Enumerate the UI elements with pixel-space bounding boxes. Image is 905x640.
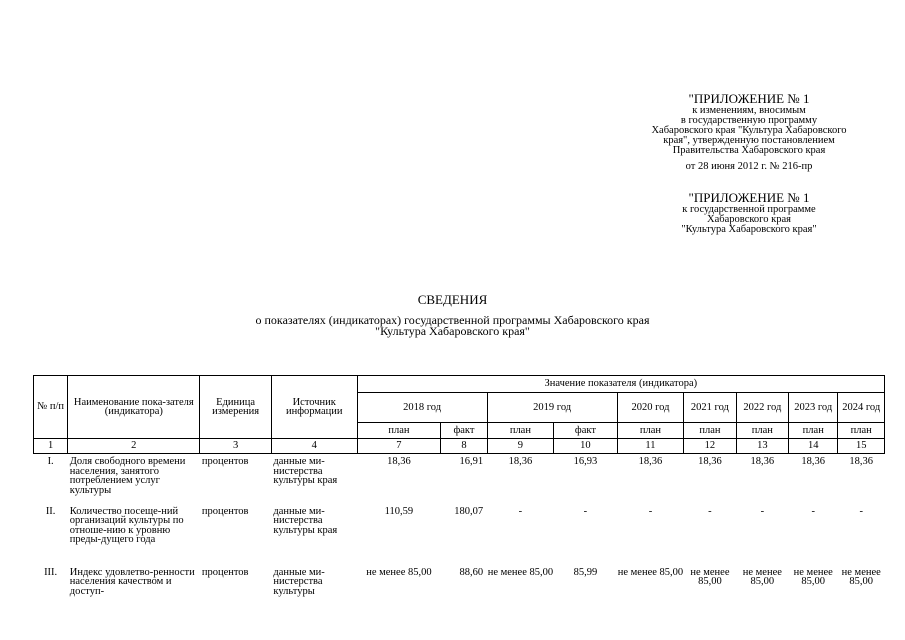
column-number: 11 (617, 439, 684, 454)
column-number: 3 (200, 439, 272, 454)
value-cell: - (708, 505, 712, 517)
header-year: 2022 год (736, 393, 788, 423)
header-year: 2023 год (789, 393, 838, 423)
header-plan: план (357, 423, 441, 439)
row-number: II. (45, 505, 56, 517)
appendix-title: "ПРИЛОЖЕНИЕ № 1 (688, 91, 810, 106)
column-number: 9 (487, 439, 554, 454)
column-number: 14 (789, 439, 838, 454)
header-plan: план (617, 423, 684, 439)
value-cell: 18,36 (849, 456, 874, 467)
appendix-date: от 28 июня 2012 г. № 216-пр (685, 161, 813, 172)
value-cell: - (648, 505, 653, 517)
column-number: 15 (838, 439, 885, 454)
table-row (34, 454, 885, 504)
header-plan: план (789, 423, 838, 439)
appendix-line: к государственной программе (682, 204, 816, 215)
appendix-block-program (620, 190, 878, 235)
header-unit: Единица измерения (200, 376, 272, 439)
value-cell: - (518, 505, 523, 517)
appendix-block-amendments (620, 91, 878, 172)
value-cell: 18,36 (387, 456, 411, 467)
indicator-unit: процентов (201, 456, 249, 467)
value-cell: не менее 85,00 (617, 566, 684, 578)
appendix-line: края", утвержденную постановлением (663, 135, 835, 146)
subtitle-line: "Культура Хабаровского края" (375, 324, 530, 338)
column-number: 7 (357, 439, 441, 454)
indicator-unit: процентов (201, 505, 249, 517)
header-fact: факт (554, 423, 618, 439)
value-cell: 110,59 (384, 505, 414, 517)
value-cell: 18,36 (698, 456, 722, 467)
table-row (34, 504, 885, 565)
value-cell: не менее 85,00 (841, 566, 881, 587)
appendix-line: "Культура Хабаровского края" (681, 224, 817, 235)
value-cell: 16,93 (573, 456, 598, 467)
value-cell: 180,07 (454, 505, 484, 517)
header-fact: факт (441, 423, 487, 439)
indicator-source: данные ми-нистерства культуры края (273, 456, 338, 486)
column-number: 4 (271, 439, 357, 454)
appendix-line: Хабаровского края "Культура Хабаровского (651, 125, 847, 136)
header-year: 2018 год (357, 393, 487, 423)
header-plan: план (684, 423, 736, 439)
subtitle-line: о показателях (индикаторах) государственной программы Хабаровского края (255, 313, 650, 327)
value-cell: 85,99 (573, 566, 598, 578)
header-year: 2024 год (838, 393, 885, 423)
value-cell: 18,36 (638, 456, 663, 467)
indicator-name: Доля свободного времени населения, занятого потреблением услуг культуры (69, 456, 186, 496)
value-cell: - (760, 505, 765, 517)
header-plan: план (838, 423, 885, 439)
header-year: 2019 год (487, 393, 617, 423)
value-cell: 16,91 (459, 456, 484, 467)
column-number: 13 (736, 439, 788, 454)
indicator-name: Индекс удовлетво-ренности населения качеством и доступ- (69, 566, 195, 597)
indicator-unit: процентов (201, 566, 249, 578)
header-source: Источник информации (271, 376, 357, 439)
value-cell: не менее 85,00 (793, 566, 833, 587)
header-plan: план (736, 423, 788, 439)
indicator-source: данные ми-нистерства культуры (273, 566, 325, 597)
appendix-line: Хабаровского края (707, 214, 791, 225)
column-number: 8 (441, 439, 487, 454)
column-number: 12 (684, 439, 736, 454)
indicator-source: данные ми-нистерства культуры края (273, 505, 338, 536)
indicators-table (33, 375, 885, 596)
table-row (34, 565, 885, 597)
column-number: 1 (34, 439, 68, 454)
column-number: 2 (68, 439, 200, 454)
value-cell: не менее 85,00 (690, 566, 730, 587)
row-number: III. (44, 566, 58, 578)
document-title: СВЕДЕНИЯ (417, 292, 488, 307)
header-value-group: Значение показателя (индикатора) (357, 376, 884, 393)
indicator-name: Количество посеще-ний организаций культуры по отноше-нию к уровню преды-дущего года (69, 505, 184, 545)
value-cell: - (583, 505, 588, 517)
value-cell: не менее 85,00 (487, 566, 554, 578)
value-cell: 18,36 (508, 456, 533, 467)
header-year: 2020 год (617, 393, 684, 423)
value-cell: 18,36 (750, 456, 775, 467)
header-plan: план (487, 423, 554, 439)
header-year: 2021 год (684, 393, 736, 423)
header-name: Наименование пока-зателя (индикатора) (68, 376, 200, 439)
value-cell: 18,36 (801, 456, 826, 467)
row-number: I. (47, 456, 54, 467)
value-cell: - (859, 505, 863, 517)
appendix-line: к изменениям, вносимым (692, 105, 806, 116)
appendix-title: "ПРИЛОЖЕНИЕ № 1 (688, 190, 810, 205)
value-cell: 88,60 (459, 566, 484, 578)
column-number: 10 (554, 439, 618, 454)
header-num: № п/п (34, 376, 68, 439)
appendix-line: в государственную программу (680, 115, 818, 126)
value-cell: не менее 85,00 (742, 566, 782, 587)
appendix-line: Правительства Хабаровского края (672, 145, 826, 156)
value-cell: не менее 85,00 (366, 566, 432, 578)
document-subtitle (0, 315, 905, 337)
value-cell: - (811, 505, 815, 517)
